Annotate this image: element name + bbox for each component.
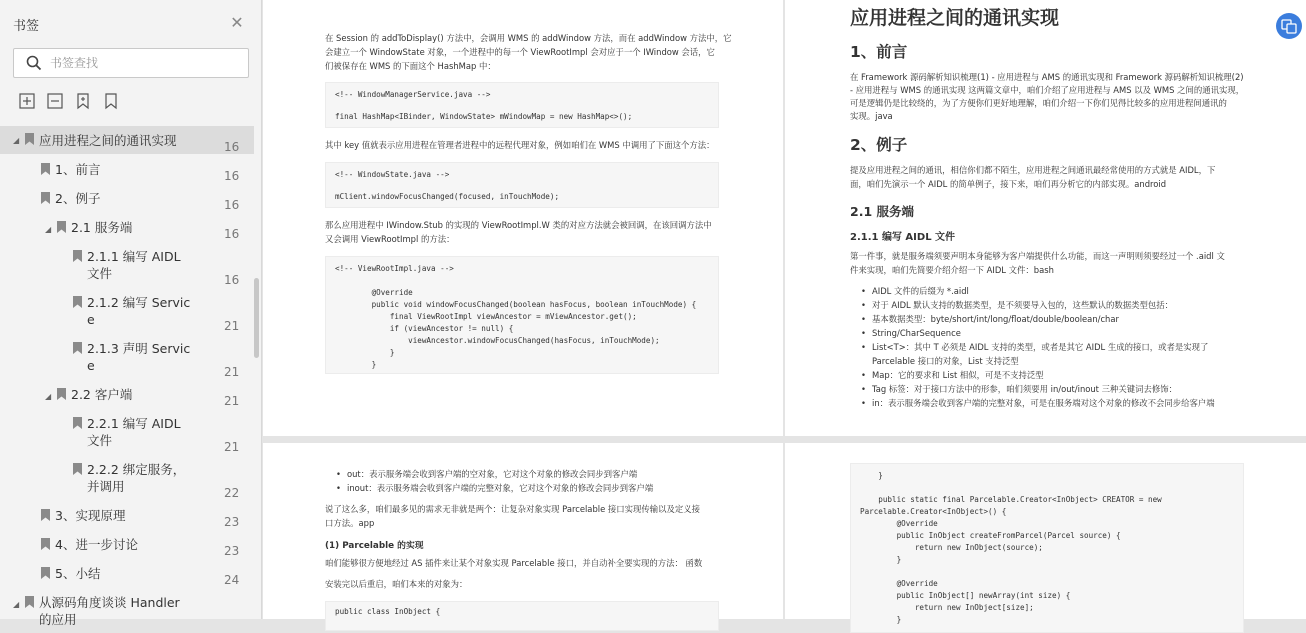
bookmark-icon [57, 388, 66, 400]
code-line: final ViewRootImpl viewAncestor = mViewAncestor.get(); [335, 312, 637, 321]
code-line: public InObject createFromParcel(Parcel source) { [860, 531, 1121, 540]
bookmark-item[interactable] [0, 190, 254, 212]
list-item: • Tag 标签：对于接口方法中的形参，咱们须要用 in/out/inout 三种关键词去修饰： [872, 383, 1177, 397]
paragraph-line: 咱们能够很方便地经过 AS 插件来让某个对象实现 Parcelable 接口，并自动补全要实现的方法： 函数 [325, 558, 703, 568]
code-line: mClient.windowFocusChanged(focused, inTouchMode); [335, 192, 560, 201]
bookmark-icon [73, 250, 82, 262]
bookmark-label: 应用进程之间的通讯实现 [39, 133, 177, 148]
bookmark-item[interactable] [0, 294, 254, 332]
code-line: } [860, 615, 902, 624]
bookmark-icon [73, 342, 82, 354]
paragraph-line: 那么应用进程中 IWindow.Stub 的实现的 ViewRootImpl.W 类的对应方法就会被回调，在该回调方法中 [325, 220, 712, 230]
code-line: return new InObject[size]; [860, 603, 1034, 612]
list-item: • inout：表示服务端会收到客户端的完整对象，它对这个对象的修改会同步到客户端 [347, 482, 653, 496]
code-block [325, 82, 719, 128]
code-line: <!-- WindowManagerService.java --> [335, 90, 491, 99]
page-number: 21 [224, 319, 240, 333]
code-line: return new InObject(source); [860, 543, 1043, 552]
bookmark-icon [41, 567, 50, 579]
bookmark-label: 2.1 服务端 [71, 220, 133, 235]
subsection-heading: 2.1.1 编写 AIDL 文件 [850, 232, 956, 243]
code-line: <!-- WindowState.java --> [335, 170, 450, 179]
bookmark-icon [73, 463, 82, 475]
page-number: 16 [224, 169, 240, 183]
page-number: 16 [224, 227, 240, 241]
add-bookmark-icon[interactable] [74, 92, 92, 110]
bookmark-item[interactable] [0, 219, 254, 241]
document-page [263, 0, 783, 436]
bookmark-sidebar [0, 0, 262, 627]
bookmark-label: 5、小结 [55, 566, 101, 581]
bookmark-label: 从源码角度谈谈 Handler [39, 595, 180, 610]
paragraph-line: 第一件事，就是服务端须要声明本身能够为客户端提供什么功能，而这一声明则须要经过一个 .aidl 文 [850, 251, 1225, 261]
code-line: @Override [335, 288, 413, 297]
paragraph-line: 们被保存在 WMS 的下面这个 HashMap 中： [325, 61, 496, 71]
list-item: • Map：它的要求和 List 相似，可是不支持泛型 [872, 369, 1044, 383]
bookmark-item[interactable] [0, 248, 254, 286]
bookmark-item[interactable] [0, 415, 254, 453]
bookmark-icon [57, 221, 66, 233]
list-item: • in：表示服务端会收到客户端的完整对象，可是在服务端对这个对象的修改不会同步给客户端 [872, 397, 1215, 411]
bookmark-item[interactable] [0, 126, 254, 154]
bookmark-item[interactable] [0, 536, 254, 558]
code-line: viewAncestor.windowFocusChanged(hasFocus, inTouchMode); [335, 336, 660, 345]
paragraph-line: 在 Framework 源码解析知识梳理(1) - 应用进程与 AMS 的通讯实现和 Framework 源码解析知识梳理(2) [850, 72, 1244, 82]
page-number: 21 [224, 365, 240, 379]
bookmark-icon [41, 192, 50, 204]
bookmark-label: 4、进一步讨论 [55, 537, 138, 552]
paragraph-line: 其中 key 值就表示应用进程在管理者进程中的远程代理对象，例如咱们在 WMS 中调用了下面这个方法： [325, 140, 715, 150]
bookmark-label: 2.1.2 编写 Servic [87, 295, 191, 310]
paragraph-line: 会建立一个 WindowState 对象，一个进程中的每一个 ViewRootImpl 会对应于一个 IWindow 会话，它 [325, 47, 715, 57]
bookmark-label: 的应用 [39, 612, 77, 627]
bookmark-item[interactable] [0, 594, 254, 627]
list-item: • 基本数据类型：byte/short/int/long/float/double/boolean/char [872, 313, 1119, 327]
bookmark-icon [73, 296, 82, 308]
bookmark-label: 2.2 客户端 [71, 387, 133, 402]
paragraph-line: 可是逻辑仍是比较绕的，为了方便你们更好地理解，咱们介绍一下你们见得比较多的应用进程间通讯的 [850, 98, 1227, 108]
page-number: 24 [224, 573, 240, 587]
page-number: 16 [224, 273, 240, 287]
bookmark-label: 1、前言 [55, 162, 101, 177]
expand-all-icon[interactable] [18, 92, 36, 110]
bookmark-label: e [87, 312, 95, 327]
paragraph-line: 口方法。app [325, 518, 375, 528]
code-line: public static final Parcelable.Creator<InObject> CREATOR = new [860, 495, 1162, 504]
page-heading: 应用进程之间的通讯实现 [850, 7, 1060, 29]
paragraph-line: 提及应用进程之间的通讯，相信你们都不陌生，应用进程之间通讯最经常使用的方式就是 AIDL，下 [850, 165, 1216, 175]
list-item: • 对于 AIDL 默认支持的数据类型，是不须要导入包的，这些默认的数据类型包括： [872, 299, 1173, 313]
bookmark-label: 文件 [87, 433, 113, 448]
page-number: 21 [224, 440, 240, 454]
list-item: • AIDL 文件的后缀为 *.aidl [872, 285, 969, 299]
bookmark-item[interactable] [0, 565, 254, 587]
close-icon[interactable]: ✕ [230, 13, 244, 32]
code-block [850, 463, 1244, 633]
expand-arrow-icon[interactable]: ◢ [13, 600, 20, 609]
list-item: • out：表示服务端会收到客户端的空对象，它对这个对象的修改会同步到客户端 [347, 468, 637, 482]
bookmark-label: 2.1.3 声明 Servic [87, 341, 191, 356]
list-item: • String/CharSequence [872, 327, 961, 341]
bookmark-icon [41, 509, 50, 521]
page-number: 21 [224, 394, 240, 408]
page-number: 23 [224, 544, 240, 558]
bookmark-label: e [87, 358, 95, 373]
code-block [325, 601, 719, 631]
paragraph-line: 面，咱们先演示一个 AIDL 的简单例子，接下来，咱们再分析它的内部实现。android [850, 179, 1167, 189]
code-line: final HashMap<IBinder, WindowState> mWindowMap = new HashMap<>(); [335, 112, 633, 121]
paragraph-line: 实现。java [850, 111, 893, 121]
bookmark-label: 2.2.2 绑定服务， [87, 462, 186, 477]
code-line: <!-- ViewRootImpl.java --> [335, 264, 454, 273]
paragraph-line: 在 Session 的 addToDisplay() 方法中，会调用 WMS 的 addWindow 方法，而在 addWindow 方法中，它 [325, 33, 732, 43]
page-number: 22 [224, 486, 240, 500]
code-line: } [335, 348, 395, 357]
document-page [263, 443, 783, 619]
paragraph-line: 说了这么多，咱们最多见的需求无非就是两个：让复杂对象实现 Parcelable 接口实现传输以及定义接 [325, 504, 701, 514]
translate-button[interactable] [1276, 13, 1302, 39]
paragraph-line: 件来实现，咱们先简要介绍介绍一下 AIDL 文件：bash [850, 265, 1054, 275]
bookmark-item[interactable] [0, 461, 254, 499]
code-line: } [860, 555, 902, 564]
bookmark-label: 2.1.1 编写 AIDL [87, 249, 181, 264]
section-heading: 1、前言 [850, 43, 908, 61]
bookmark-label: 并调用 [87, 479, 125, 494]
page-number: 23 [224, 515, 240, 529]
code-line: @Override [860, 579, 938, 588]
code-line: Parcelable.Creator<InObject>() { [860, 507, 1007, 516]
code-block [325, 256, 719, 374]
bookmark-label: 2.2.1 编写 AIDL [87, 416, 181, 431]
expand-arrow-icon[interactable]: ◢ [13, 136, 20, 145]
bookmark-item[interactable] [0, 507, 254, 529]
list-item: Parcelable 接口的对象，List 支持泛型 [872, 356, 1019, 366]
bookmark-item[interactable] [0, 161, 254, 183]
bookmark-icon [25, 596, 34, 608]
bookmark-label: 2、例子 [55, 191, 101, 206]
section-heading: 2、例子 [850, 136, 908, 154]
search-icon [26, 55, 42, 71]
bookmark-label: 文件 [87, 266, 113, 281]
code-line: } [335, 360, 377, 369]
code-line: public class InObject { [335, 607, 441, 616]
sidebar-title: 书签 [13, 19, 40, 34]
page-number: 16 [224, 198, 240, 212]
document-page [785, 443, 1306, 624]
bookmark-search-input[interactable] [50, 53, 240, 73]
code-line: if (viewAncestor != null) { [335, 324, 514, 333]
code-line: } [860, 471, 883, 480]
bookmark-search-box[interactable] [13, 48, 249, 78]
code-block [325, 162, 719, 208]
page-number: 16 [224, 140, 240, 154]
paragraph-line: 安装完以后重启，咱们本来的对象为： [325, 579, 468, 589]
subsection-heading: (1) Parcelable 的实现 [325, 541, 424, 551]
collapse-all-icon[interactable] [46, 92, 64, 110]
expand-arrow-icon[interactable]: ◢ [45, 225, 52, 234]
paragraph-line: - 应用进程与 WMS 的通讯实现 这两篇文章中，咱们介绍了应用进程与 AMS 以及 WMS 之间的通讯实现， [850, 85, 1245, 95]
bookmark-icon [41, 538, 50, 550]
expand-arrow-icon[interactable]: ◢ [45, 392, 52, 401]
subsection-heading: 2.1 服务端 [850, 204, 914, 219]
list-item: • List<T>：其中 T 必须是 AIDL 支持的类型，或者是其它 AIDL 生成的接口，或者是实现了 [872, 341, 1208, 355]
sidebar-scrollbar[interactable] [254, 278, 259, 358]
translate-icon [1276, 13, 1302, 39]
code-line: @Override [860, 519, 938, 528]
bookmark-icon [41, 163, 50, 175]
document-page [785, 0, 1306, 436]
paragraph-line: 又会调用 ViewRootImpl 的方法： [325, 234, 455, 244]
bookmark-icon[interactable] [102, 92, 120, 110]
bookmark-item[interactable] [0, 340, 254, 378]
bookmark-label: 3、实现原理 [55, 508, 126, 523]
bookmark-item[interactable] [0, 386, 254, 408]
bookmark-icon [73, 417, 82, 429]
bookmark-icon [25, 133, 34, 145]
code-line: public InObject[] newArray(int size) { [860, 591, 1071, 600]
code-line: public void windowFocusChanged(boolean hasFocus, boolean inTouchMode) { [335, 300, 697, 309]
